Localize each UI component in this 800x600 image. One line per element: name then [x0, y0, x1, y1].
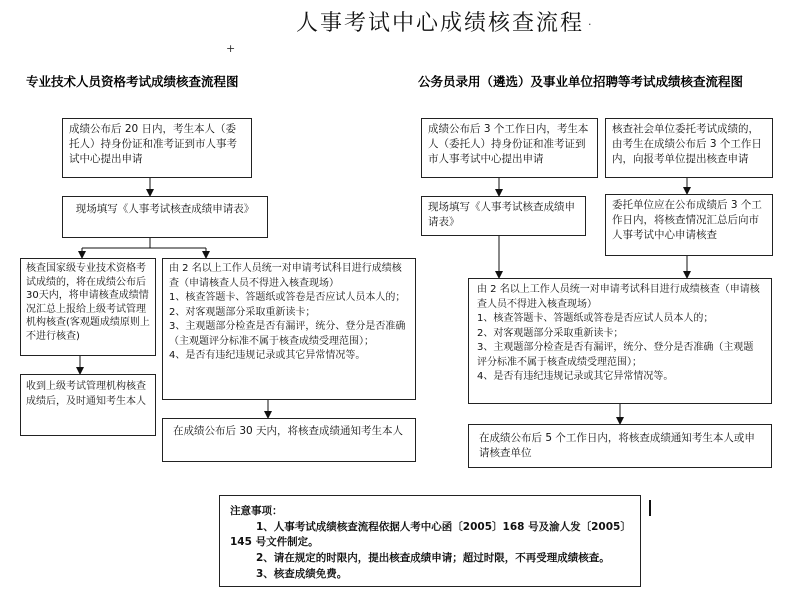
left-chart-heading: 专业技术人员资格考试成绩核查流程图	[26, 74, 239, 89]
page-title: 人事考试中心成绩核查流程	[296, 11, 585, 36]
right-review-box	[468, 278, 772, 404]
right-notify-box: 在成绩公布后 5 个工作日内，将核查成绩通知考生本人或申请核查单位	[468, 424, 772, 468]
right-step2b-box: 委托单位应在公布成绩后 3 个工作日内，将核查情况汇总后向市人事考试中心申请核查	[605, 194, 773, 256]
notes-item-1-cont: 145 号文件制定。	[230, 536, 319, 548]
review-item: 4、是否有违纪违规记录或其它异常情况等。	[477, 371, 674, 382]
review-item: 4、是否有违纪违规记录或其它异常情况等。	[169, 350, 366, 361]
right-step1a-box: 成绩公布后 3 个工作日内，考生本人（委托人）持身份证和准考证到市人事考试中心提出申请	[421, 118, 598, 178]
review-item: 2、对客观题部分采取重新读卡；	[477, 327, 624, 339]
notes-box	[219, 495, 641, 587]
notes-item-2: 2、请在规定的时限内，提出核查成绩申请；超过时限，不再受理成绩核查。	[256, 552, 610, 564]
notes-item-1: 1、人事考试成绩核查流程依据人考中心函〔2005〕168 号及渝人发〔2005〕	[256, 521, 631, 533]
review-item: 3、主观题部分检查是否有漏评，统分、登分是否准确（主观题评分标准不属于核查成绩受理范围）；	[169, 321, 406, 347]
left-side-result-box: 收到上级考试管理机构核查成绩后，及时通知考生本人	[20, 374, 156, 436]
left-notify-box: 在成绩公布后 30 天内，将核查成绩通知考生本人	[162, 418, 416, 462]
left-side-branch-box: 核查国家级专业技术资格考试成绩的，将在成绩公布后 30天内，将申请核查成绩情况汇总上报给上级考试管理机构核查(客观题成绩原则上不进行核查)	[20, 258, 156, 356]
review-item: 3、主观题部分检查是否有漏评，统分、登分是否准确（主观题评分标准不属于核查成绩受理范围）；	[477, 342, 754, 368]
left-step2-box: 现场填写《人事考试核查成绩申请表》	[62, 196, 268, 238]
right-step2a-box: 现场填写《人事考试核查成绩申请表》	[421, 196, 586, 236]
review-intro: 由 2 名以上工作人员统一对申请考试科目进行成绩核查（申请核查人员不得进入核查现场）	[477, 284, 760, 310]
stray-mark: ·	[588, 18, 592, 31]
notes-heading: 注意事项：	[230, 505, 283, 517]
review-intro: 由 2 名以上工作人员统一对申请考试科目进行成绩核查（申请核查人员不得进入核查现场）	[169, 263, 402, 289]
left-step1-box: 成绩公布后 20 日内，考生本人（委托人）持身份证和准考证到市人事考试中心提出申请	[62, 118, 252, 178]
stray-mark: +	[226, 42, 236, 55]
review-item: 2、对客观题部分采取重新读卡；	[169, 306, 316, 318]
right-chart-heading: 公务员录用（遴选）及事业单位招聘等考试成绩核查流程图	[418, 74, 744, 89]
left-review-box	[162, 258, 416, 400]
review-item: 1、核查答题卡、答题纸或答卷是否应试人员本人的；	[477, 313, 714, 324]
right-step1b-box: 核查社会单位委托考试成绩的，由考生在成绩公布后 3 个工作日内，向报考单位提出核查申请	[605, 118, 773, 178]
notes-item-3: 3、核查成绩免费。	[256, 568, 348, 580]
review-item: 1、核查答题卡、答题纸或答卷是否应试人员本人的；	[169, 292, 406, 303]
